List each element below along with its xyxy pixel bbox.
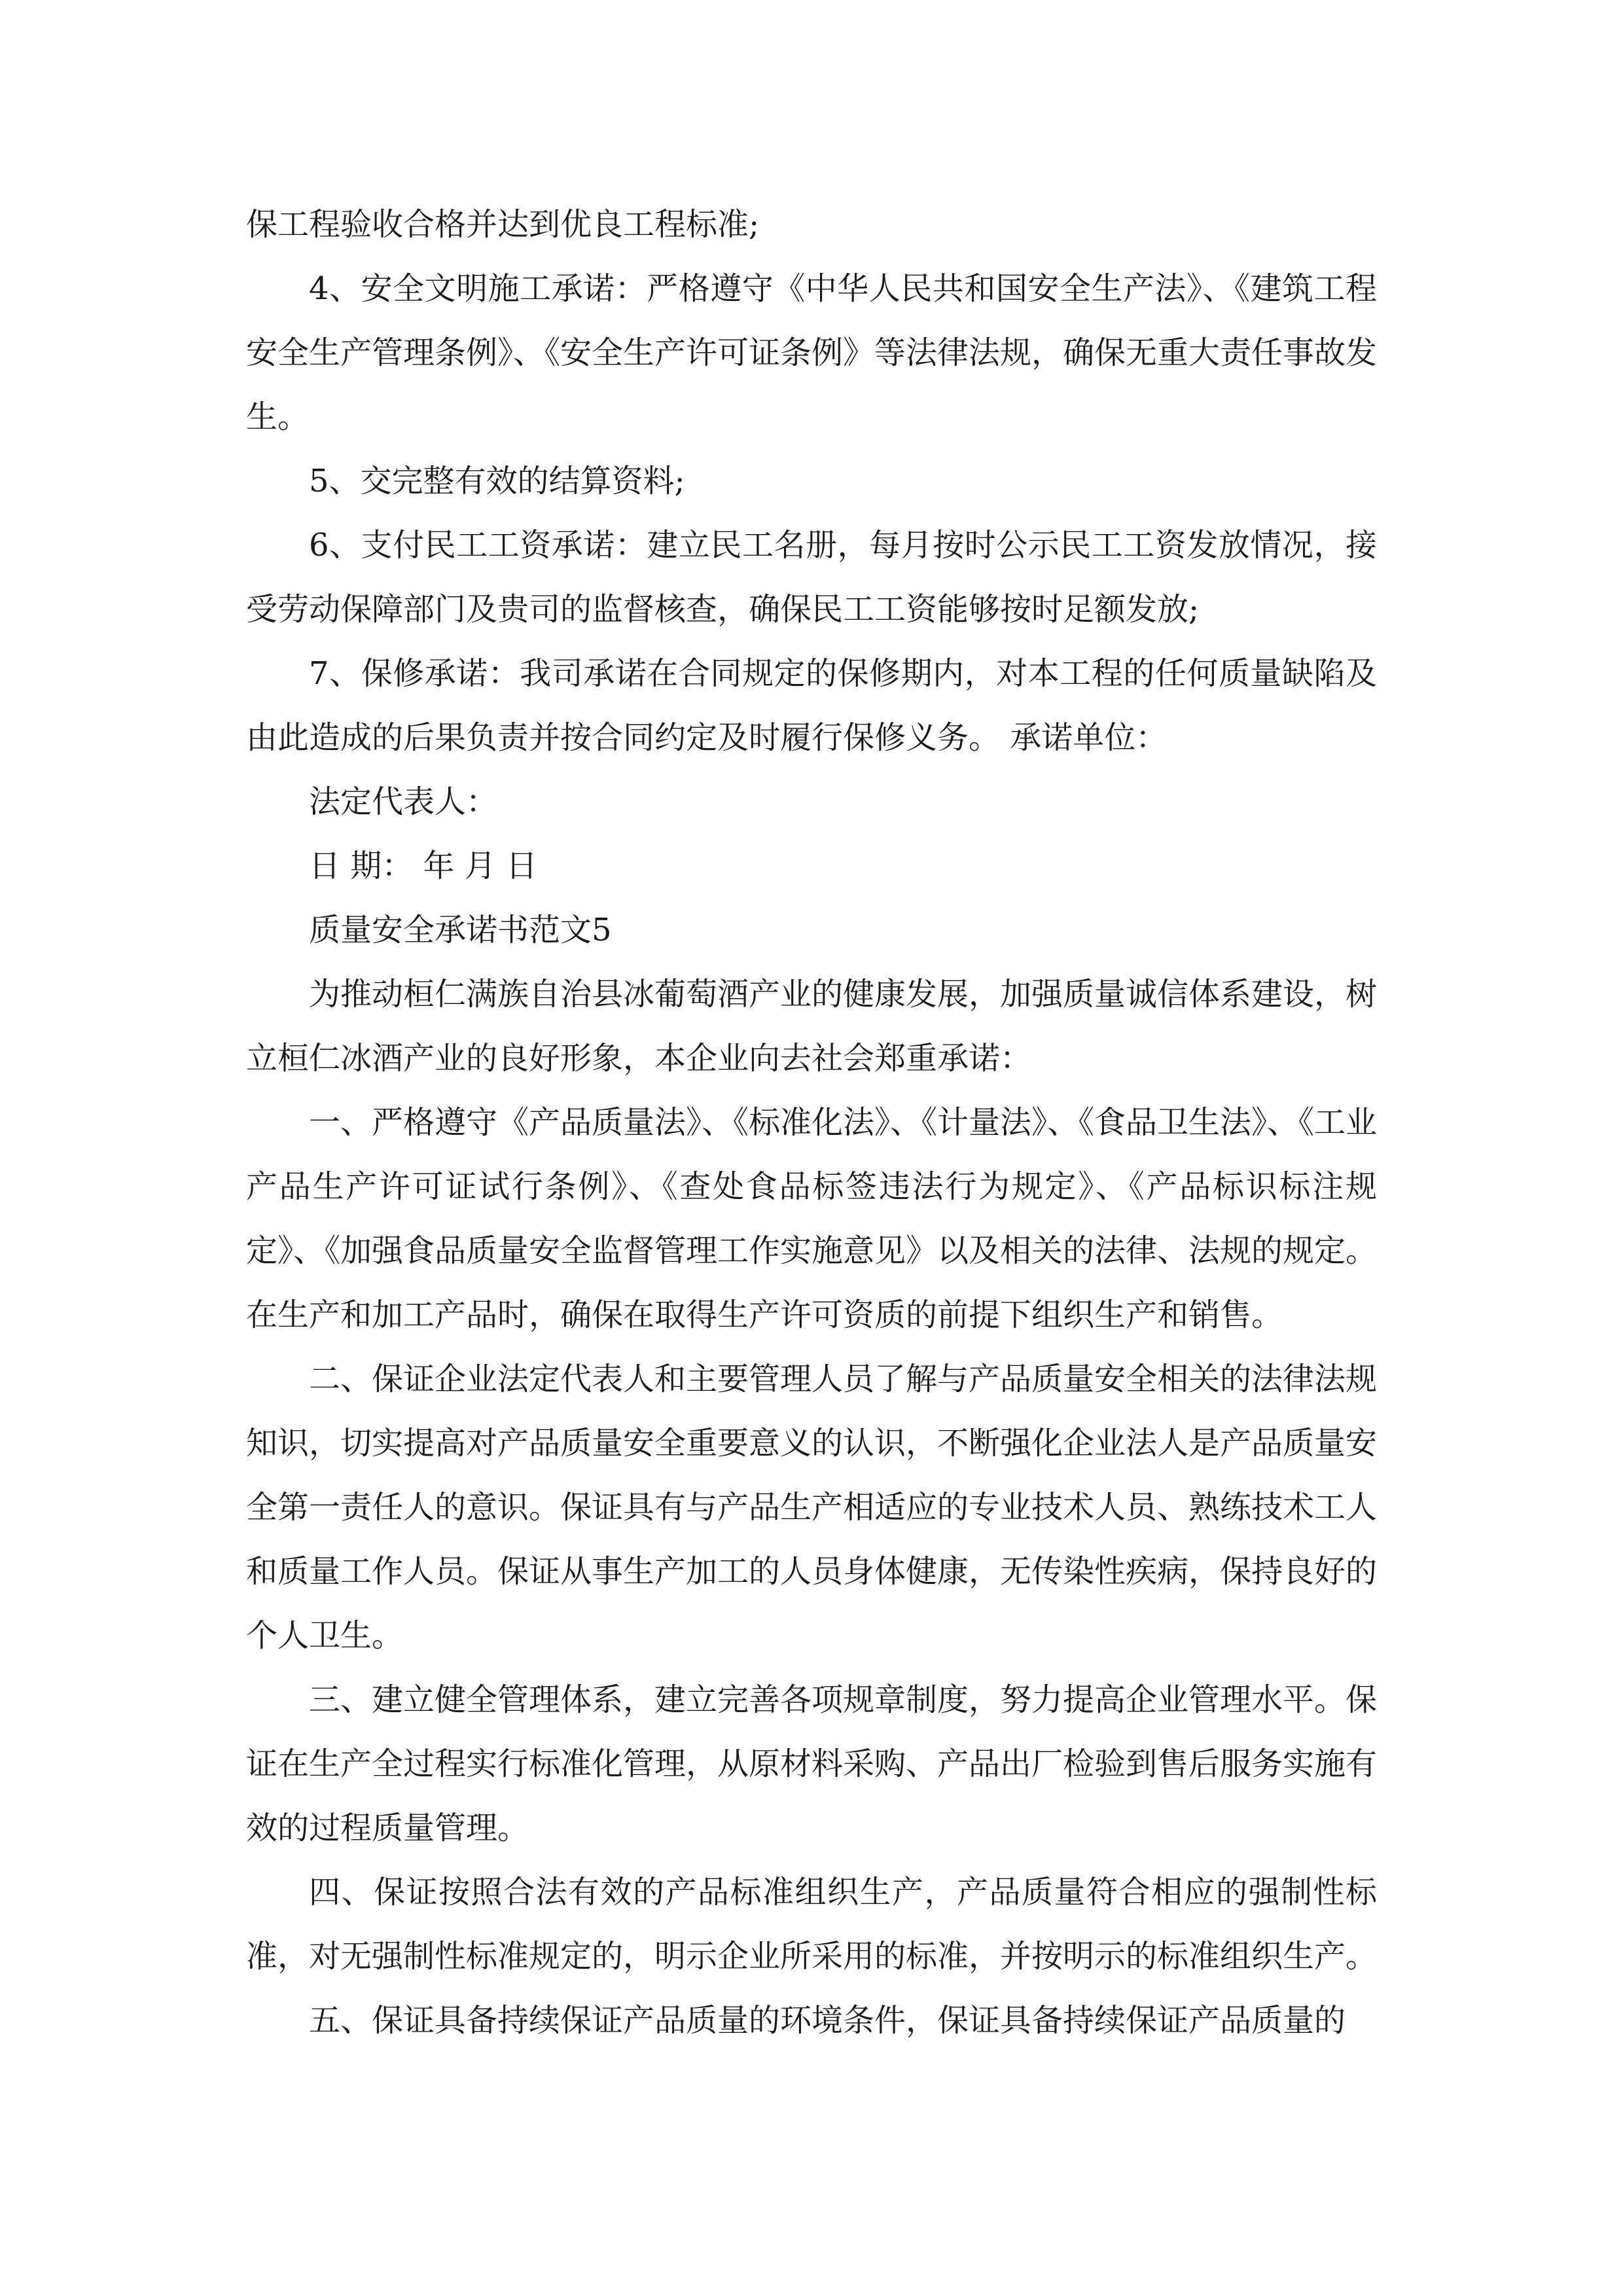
paragraph-two: 二、保证企业法定代表人和主要管理人员了解与产品质量安全相关的法律法规知识，切实提高对产品质量安全重要意义的认识，不断强化企业法人是产品质量安全第一责任人的意识。保证具有与产品生产相适应的专业技术人员、熟练技术工人和质量工作人员。保证从事生产加工的人员身体健康，无传染性疾病，保持良好的个人卫生。 xyxy=(246,1361,1378,1654)
paragraph-item-4-safety: 4、安全文明施工承诺：严格遵守《中华人民共和国安全生产法》、《建筑工程安全生产管理条例》、《安全生产许可证条例》等法律法规，确保无重大责任事故发生。 xyxy=(246,270,1378,435)
section-heading: 质量安全承诺书范文5 xyxy=(309,912,612,948)
paragraph-four: 四、保证按照合法有效的产品标准组织生产，产品质量符合相应的强制性标准，对无强制性标准规定的，明示企业所采用的标准，并按明示的标准组织生产。 xyxy=(246,1874,1378,1975)
paragraph-five: 五、保证具备持续保证产品质量的环境条件，保证具备持续保证产品质量的 xyxy=(309,2002,1346,2039)
document-body xyxy=(246,192,1377,2053)
legal-representative-line: 法定代表人： xyxy=(309,783,498,820)
date-line: 日 期： 年 月 日 xyxy=(309,848,538,884)
paragraph-item-6-wages: 6、支付民工工资承诺：建立民工名册，每月按时公示民工工资发放情况，接受劳动保障部门及贵司的监督核查，确保民工工资能够按时足额发放; xyxy=(246,527,1377,628)
paragraph-item-5-settlement: 5、交完整有效的结算资料; xyxy=(309,463,685,499)
paragraph-one: 一、严格遵守《产品质量法》、《标准化法》、《计量法》、《食品卫生法》、《工业产品生产许可证试行条例》、《查处食品标签违法行为规定》、《产品标识标注规定》、《加强食品质量安全监督管理工作实施意见》以及相关的法律、法规的规定。在生产和加工产品时，确保在取得生产许可资质的前提下组织生产和销售。 xyxy=(246,1104,1378,1333)
paragraph-item-7-warranty: 7、保修承诺：我司承诺在合同规定的保修期内，对本工程的任何质量缺陷及由此造成的后果负责并按合同约定及时履行保修义务。 承诺单位： xyxy=(246,655,1377,756)
paragraph-three: 三、建立健全管理体系，建立完善各项规章制度，努力提高企业管理水平。保证在生产全过程实行标准化管理，从原材料采购、产品出厂检验到售后服务实施有效的过程质量管理。 xyxy=(246,1681,1378,1846)
paragraph-continuation: 保工程验收合格并达到优良工程标准; xyxy=(246,206,760,243)
paragraph-intro: 为推动桓仁满族自治县冰葡萄酒产业的健康发展，加强质量诚信体系建设，树立桓仁冰酒产业的良好形象，本企业向去社会郑重承诺： xyxy=(246,976,1378,1077)
